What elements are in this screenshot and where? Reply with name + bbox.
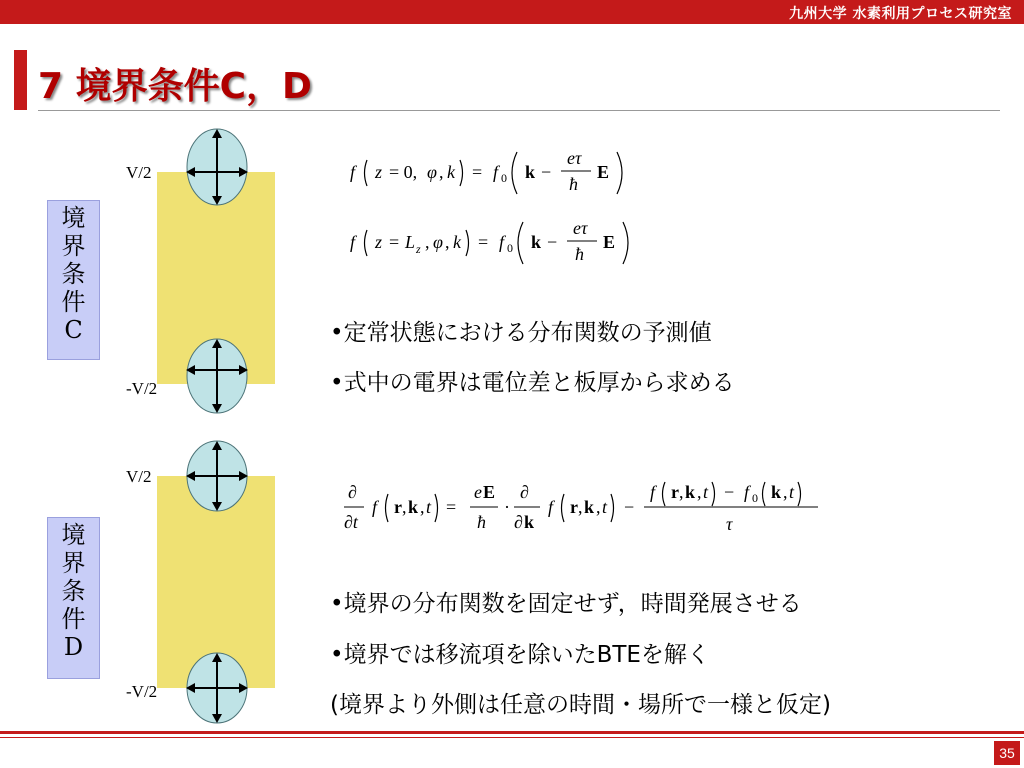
condition-c-bottom-electrode-icon bbox=[186, 338, 248, 414]
svg-text:f: f bbox=[372, 497, 378, 517]
svg-text:−: − bbox=[541, 162, 552, 182]
title-marker bbox=[14, 50, 27, 110]
svg-text:,: , bbox=[439, 162, 444, 182]
condition-c-bottom-potential: -V/2 bbox=[126, 379, 158, 398]
condition-d-bottom-electrode-icon bbox=[186, 652, 248, 724]
svg-text:,: , bbox=[402, 497, 407, 517]
condition-d-formula bbox=[340, 470, 830, 542]
slide-title: 7 境界条件C，D bbox=[38, 66, 312, 107]
svg-text:∂t: ∂t bbox=[344, 512, 358, 532]
svg-text:0: 0 bbox=[501, 171, 507, 185]
svg-text:=: = bbox=[446, 497, 457, 517]
condition-c-bullet: •式中の電界は電位差と板厚から求める bbox=[330, 370, 735, 396]
footer-rule-thin bbox=[0, 737, 1024, 738]
svg-text:,: , bbox=[425, 232, 430, 252]
svg-text:E: E bbox=[483, 482, 496, 502]
svg-text:t: t bbox=[703, 482, 709, 502]
svg-text:f: f bbox=[350, 162, 356, 182]
svg-text:k: k bbox=[408, 497, 419, 517]
svg-text:k: k bbox=[584, 497, 595, 517]
svg-text:E: E bbox=[597, 162, 610, 182]
svg-text:k: k bbox=[525, 162, 536, 182]
svg-text:0: 0 bbox=[507, 241, 513, 255]
svg-text:=: = bbox=[472, 162, 483, 182]
condition-d-label-char: 界 bbox=[61, 549, 86, 577]
svg-text:,: , bbox=[679, 482, 684, 502]
svg-text:f: f bbox=[499, 232, 505, 252]
svg-text:k: k bbox=[453, 232, 461, 252]
svg-text:τ: τ bbox=[726, 514, 733, 534]
header-bar bbox=[0, 0, 1024, 24]
condition-c-bullet: •定常状態における分布関数の予測値 bbox=[330, 320, 712, 346]
svg-text:ħ: ħ bbox=[569, 174, 578, 194]
svg-text:,: , bbox=[578, 497, 583, 517]
svg-text:t: t bbox=[789, 482, 795, 502]
svg-text:k: k bbox=[524, 512, 535, 532]
condition-d-top-potential: V/2 bbox=[126, 467, 152, 486]
svg-text:−: − bbox=[724, 482, 735, 502]
condition-d-label bbox=[47, 517, 100, 679]
condition-c-label-char: 境 bbox=[61, 204, 86, 232]
condition-c-label bbox=[47, 200, 100, 360]
svg-text:eτ: eτ bbox=[573, 218, 588, 238]
svg-text:·: · bbox=[504, 497, 510, 517]
svg-text:,: , bbox=[445, 232, 450, 252]
svg-text:,: , bbox=[783, 482, 788, 502]
condition-c-label-char: 条 bbox=[61, 260, 86, 288]
svg-text:E: E bbox=[603, 232, 616, 252]
footer-rule bbox=[0, 731, 1024, 734]
condition-c-label-char: 件 bbox=[61, 288, 86, 316]
svg-text:f: f bbox=[650, 482, 656, 502]
svg-text:k: k bbox=[531, 232, 542, 252]
condition-c-formula-1 bbox=[345, 140, 645, 200]
affiliation-text: 九州大学 水素利用プロセス研究室 bbox=[789, 6, 1012, 22]
svg-text:e: e bbox=[474, 482, 482, 502]
condition-d-label-char: 条 bbox=[61, 577, 86, 605]
condition-d-bottom-potential: -V/2 bbox=[126, 682, 158, 701]
condition-d-bullet: •境界では移流項を除いたBTEを解く bbox=[330, 642, 710, 668]
svg-text:∂: ∂ bbox=[520, 482, 529, 502]
svg-text:z: z bbox=[375, 162, 383, 182]
svg-text:L: L bbox=[405, 232, 416, 252]
condition-d-label-char: 境 bbox=[61, 521, 86, 549]
svg-text:k: k bbox=[771, 482, 782, 502]
svg-text:z: z bbox=[375, 232, 383, 252]
svg-text:,: , bbox=[697, 482, 702, 502]
svg-text:ħ: ħ bbox=[477, 512, 486, 532]
condition-d-bullet: (境界より外側は任意の時間・場所で一様と仮定) bbox=[330, 692, 831, 718]
svg-text:,: , bbox=[596, 497, 601, 517]
svg-text:k: k bbox=[685, 482, 696, 502]
svg-text:r: r bbox=[671, 482, 679, 502]
svg-text:= 0,: = 0, bbox=[389, 162, 418, 182]
svg-text:f: f bbox=[548, 497, 554, 517]
svg-text:,: , bbox=[420, 497, 425, 517]
condition-d-bullet: •境界の分布関数を固定せず，時間発展させる bbox=[330, 591, 802, 617]
condition-c-top-electrode-icon bbox=[186, 128, 248, 206]
svg-text:t: t bbox=[426, 497, 432, 517]
svg-text:k: k bbox=[447, 162, 455, 182]
condition-c-label-char: C bbox=[64, 316, 83, 344]
svg-text:r: r bbox=[394, 497, 402, 517]
title-divider bbox=[38, 110, 1000, 111]
condition-c-top-potential: V/2 bbox=[126, 163, 152, 182]
svg-text:r: r bbox=[570, 497, 578, 517]
condition-d-label-char: 件 bbox=[61, 605, 86, 633]
svg-text:ħ: ħ bbox=[575, 244, 584, 264]
svg-text:−: − bbox=[624, 497, 635, 517]
svg-text:=: = bbox=[478, 232, 489, 252]
svg-text:t: t bbox=[602, 497, 608, 517]
svg-text:φ: φ bbox=[427, 162, 437, 182]
svg-text:eτ: eτ bbox=[567, 148, 582, 168]
condition-d-top-electrode-icon bbox=[186, 440, 248, 512]
svg-text:f: f bbox=[493, 162, 499, 182]
svg-text:f: f bbox=[744, 482, 750, 502]
svg-text:=: = bbox=[389, 232, 400, 252]
condition-c-label-char: 界 bbox=[61, 232, 86, 260]
svg-text:z: z bbox=[416, 242, 421, 256]
page-number: 35 bbox=[994, 741, 1020, 765]
svg-text:∂: ∂ bbox=[514, 512, 523, 532]
svg-text:φ: φ bbox=[433, 232, 443, 252]
svg-text:∂: ∂ bbox=[348, 482, 357, 502]
condition-d-label-char: D bbox=[63, 633, 84, 661]
svg-text:−: − bbox=[547, 232, 558, 252]
condition-c-formula-2 bbox=[345, 210, 655, 272]
svg-text:0: 0 bbox=[752, 491, 758, 505]
svg-text:f: f bbox=[350, 232, 356, 252]
